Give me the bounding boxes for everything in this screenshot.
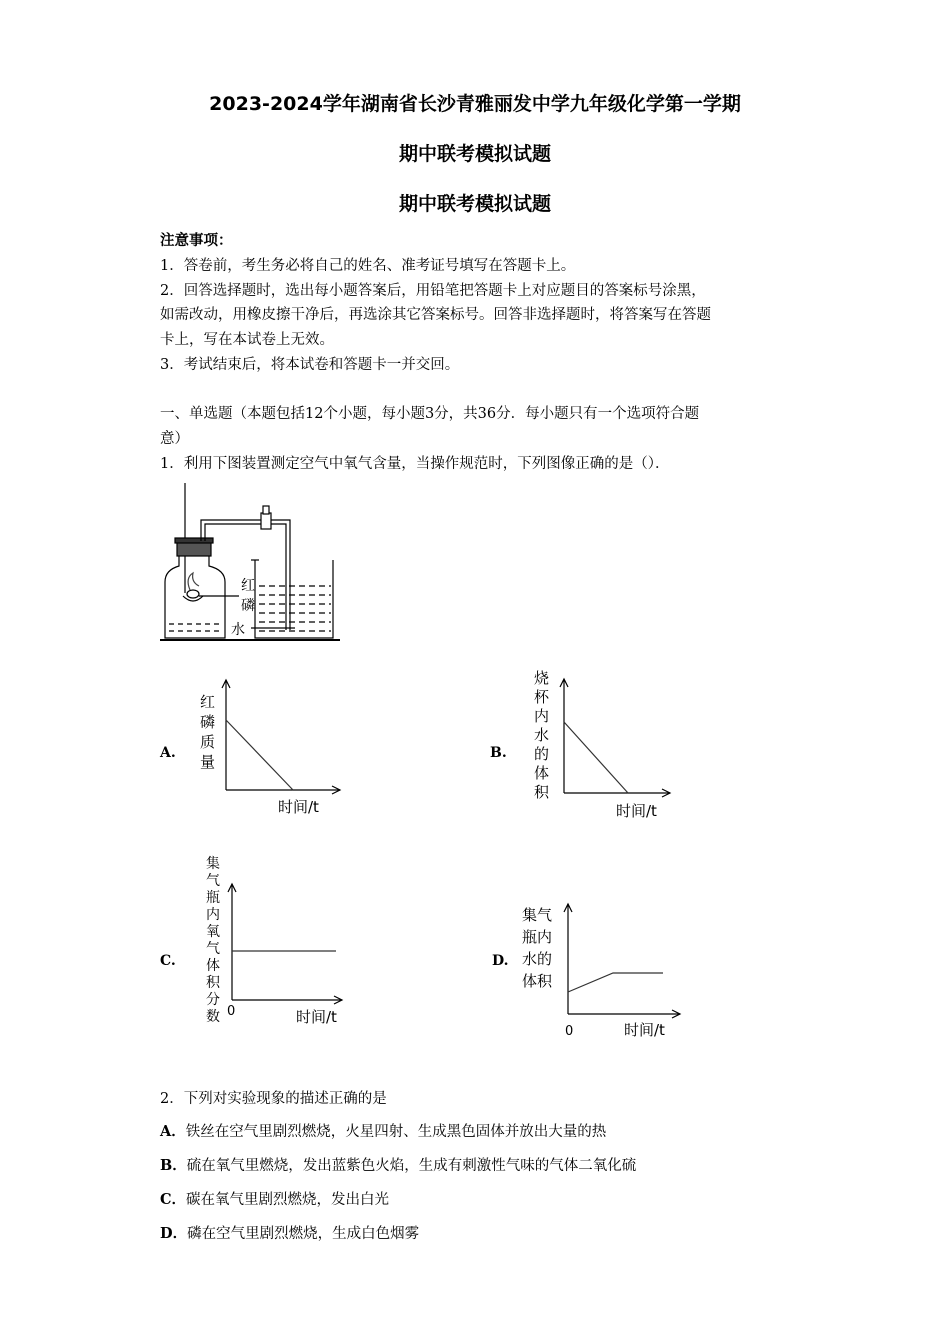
question-2-option-c	[160, 1188, 389, 1209]
option-b-ylabel-char: 的	[534, 745, 550, 763]
option-c-ylabel-char: 集	[206, 856, 220, 872]
option-text: 硫在氧气里燃烧，发出蓝紫色火焰，生成有刺激性气味的气体二氧化硫	[186, 1158, 637, 1174]
option-c-label: C.	[160, 953, 176, 969]
title-line-2: 期中联考模拟试题	[398, 143, 551, 165]
option-text: 磷在空气里剧烈燃烧，生成白色烟雾	[187, 1226, 420, 1242]
title-line-1: 2023-2024学年湖南省长沙青雅丽发中学九年级化学第一学期	[209, 93, 741, 115]
option-b-ylabel-char: 积	[534, 783, 550, 801]
option-b-graph	[528, 665, 688, 825]
option-a-label: A.	[160, 745, 176, 761]
question-2-option-d	[160, 1222, 419, 1243]
question-2-stem: 2．下列对实验现象的描述正确的是	[160, 1091, 387, 1107]
option-c-ylabel-char: 瓶	[206, 890, 220, 906]
option-text: 铁丝在空气里剧烈燃烧，火星四射、生成黑色固体并放出大量的热	[185, 1124, 607, 1140]
notice-heading: 注意事项：	[160, 232, 233, 249]
option-letter: B．	[160, 1157, 187, 1174]
notice-item: 如需改动，用橡皮擦干净后，再选涂其它答案标号。回答非选择题时，将答案写在答题	[160, 307, 711, 323]
option-b-ylabel-char: 内	[534, 707, 550, 725]
option-d-xlabel: 时间/t	[624, 1021, 665, 1039]
option-d-graph	[518, 896, 688, 1046]
option-text: 碳在氧气里剧烈燃烧，发出白光	[186, 1192, 390, 1208]
option-letter: C．	[160, 1191, 187, 1208]
option-b-ylabel-char: 杯	[534, 688, 550, 706]
option-d-ylabel-line: 体积	[522, 972, 553, 990]
option-letter: D．	[160, 1225, 188, 1242]
apparatus-label-phosphorus-2: 磷	[241, 598, 255, 614]
option-d-label: D.	[492, 953, 509, 969]
option-a-ylabel-char: 红	[200, 693, 216, 711]
option-c-ylabel-char: 气	[206, 941, 220, 957]
notice-item: 2．回答选择题时，选出每小题答案后，用铅笔把答题卡上对应题目的答案标号涂黑，	[160, 283, 706, 299]
notice-item: 3．考试结束后，将本试卷和答题卡一并交回。	[160, 357, 460, 373]
option-c-ylabel-char: 分	[206, 992, 220, 1008]
section-heading-line-2: 意）	[160, 431, 189, 447]
notice-item: 1．答卷前，考生务必将自己的姓名、准考证号填写在答题卡上。	[160, 258, 576, 274]
option-c-xlabel: 时间/t	[296, 1008, 337, 1026]
option-d-ylabel-line: 瓶内	[522, 928, 553, 946]
option-a-xlabel: 时间/t	[278, 798, 319, 816]
option-d-ylabel-line: 水的	[522, 950, 553, 968]
option-c-ylabel-char: 内	[206, 907, 220, 923]
option-a-ylabel-char: 磷	[200, 713, 216, 731]
option-b-ylabel-char: 水	[534, 726, 550, 744]
option-b-ylabel-char: 体	[534, 764, 550, 782]
question-1-stem: 1．利用下图装置测定空气中氧气含量，当操作规范时，下列图像正确的是（）．	[160, 456, 670, 472]
option-c-origin: 0	[227, 1004, 236, 1019]
section-heading-line-1: 一、单选题（本题包括12个小题，每小题3分，共36分．每小题只有一个选项符合题	[160, 406, 700, 422]
option-a-graph	[190, 672, 350, 822]
title-line-3: 期中联考模拟试题	[398, 193, 551, 215]
option-c-ylabel-char: 气	[206, 873, 220, 889]
option-c-graph	[200, 852, 360, 1034]
option-c-ylabel-char: 数	[206, 1009, 220, 1025]
option-a-ylabel-char: 量	[200, 753, 216, 771]
option-c-ylabel-char: 积	[206, 975, 220, 991]
apparatus-figure	[155, 478, 345, 648]
option-c-ylabel-char: 氧	[206, 924, 220, 940]
option-b-label: B.	[490, 745, 507, 761]
notice-item: 卡上，写在本试卷上无效。	[160, 332, 334, 348]
option-d-origin: 0	[565, 1024, 574, 1039]
option-c-ylabel-char: 体	[206, 958, 220, 974]
apparatus-label-phosphorus-1: 红	[241, 578, 255, 594]
question-2-option-a	[160, 1120, 606, 1141]
question-2-option-b	[160, 1154, 636, 1175]
option-b-xlabel: 时间/t	[616, 802, 657, 820]
option-b-ylabel-char: 烧	[534, 669, 550, 687]
option-letter: A．	[160, 1123, 186, 1140]
apparatus-label-water: 水	[231, 622, 245, 638]
option-d-ylabel-line: 集气	[522, 906, 553, 924]
option-a-ylabel-char: 质	[200, 733, 216, 751]
